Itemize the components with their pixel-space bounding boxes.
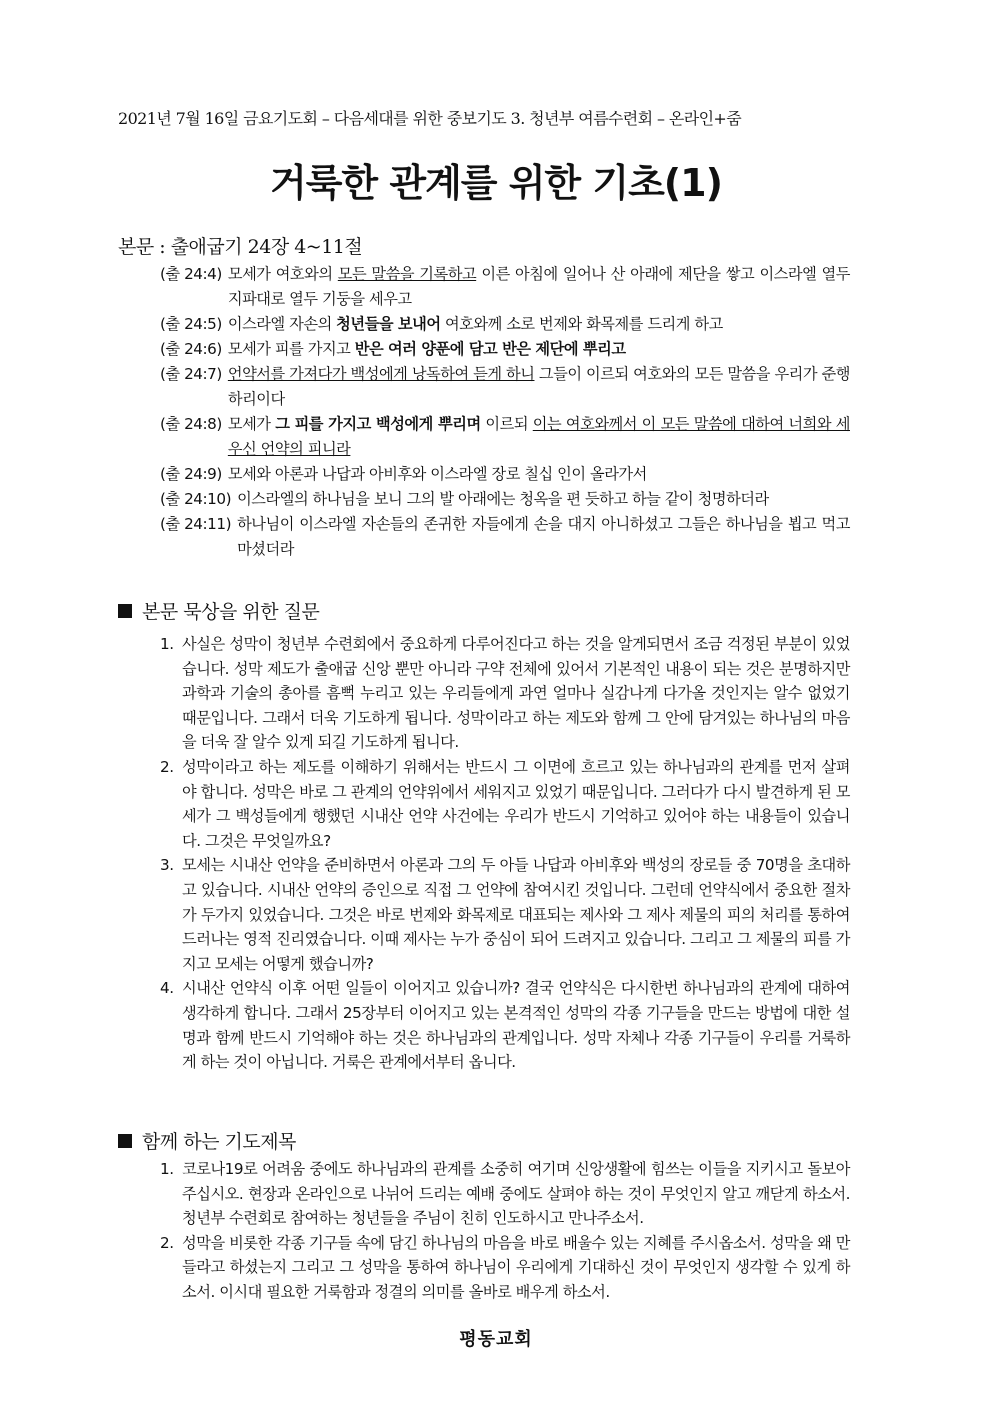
list-item bbox=[160, 1157, 850, 1231]
verse-text-part: 그들이 이르되 여호와의 모든 말씀을 우리가 준행하리이다 bbox=[227, 365, 850, 408]
list-item-number: 1. bbox=[160, 635, 174, 653]
verse-text-part: 이른 아침에 일어나 산 아래에 제단을 쌓고 이스라엘 열두 지파대로 열두 기둥을 세우고 bbox=[227, 265, 850, 308]
verse-text bbox=[237, 487, 850, 512]
square-bullet-icon bbox=[118, 604, 132, 618]
list-item bbox=[160, 1231, 850, 1305]
verse-text-part: 하나님이 이스라엘 자손들의 존귀한 자들에게 손을 대지 아니하셨고 그들은 하나님을 뵙고 먹고 마셨더라 bbox=[237, 515, 850, 558]
list-item-text: 코로나19로 어려움 중에도 하나님과의 관계를 소중히 여기며 신앙생활에 힘쓰는 이들을 지키시고 돌보아 주십시오. 현장과 온라인으로 나뉘어 드리는 예배 중에도 살펴야 하는 것이 무엇인지 알고 깨닫게 하소서. 청년부 수련회로 참여하는 청년들을 주님이 친히 인도하시고 만나주소서. bbox=[182, 1160, 850, 1228]
list-item-number: 2. bbox=[160, 1233, 174, 1252]
verse-item bbox=[160, 262, 850, 312]
verse-text bbox=[228, 362, 850, 412]
verse-text-part: 모세가 bbox=[227, 415, 276, 433]
verse-reference: (출 24:10) bbox=[160, 490, 232, 508]
question-list bbox=[160, 632, 850, 1075]
verse-reference: (출 24:11) bbox=[160, 515, 232, 533]
verse-text-part: 모세가 피를 가지고 bbox=[227, 340, 355, 358]
list-item-text: 성막을 비롯한 각종 기구들 속에 담긴 하나님의 마음을 바로 배울수 있는 지혜를 주시옵소서. 성막을 왜 만들라고 하셨는지 그리고 그 성막을 통하여 하나님이 우리에게 기대하신 것이 무엇인지 생각할 수 있게 하소서. 이시대 필요한 거룩함과 정결의 의미를 올바로 배우게 하소서. bbox=[182, 1233, 850, 1301]
section-heading-questions bbox=[118, 597, 319, 624]
verse-text bbox=[228, 412, 850, 462]
verse-item bbox=[160, 512, 850, 562]
verse-item bbox=[160, 312, 850, 337]
list-item-number: 3. bbox=[160, 856, 174, 875]
church-name: 평동교회 bbox=[459, 1329, 533, 1350]
list-item-number: 4. bbox=[160, 979, 174, 998]
square-bullet-icon bbox=[118, 1134, 132, 1148]
underlined-text: 언약서를 가져다가 백성에게 낭독하여 듣게 하니 bbox=[227, 365, 535, 383]
list-item-number: 1. bbox=[160, 1160, 174, 1178]
bold-text: 반은 여러 양푼에 담고 반은 제단에 뿌리고 bbox=[354, 340, 626, 358]
document-title: 거룩한 관계를 위한 기초(1) bbox=[270, 161, 722, 205]
verse-reference: (출 24:7) bbox=[160, 365, 222, 383]
bold-text: 청년들을 보내어 bbox=[336, 315, 441, 333]
underlined-text: 모든 말씀을 기록하고 bbox=[337, 265, 477, 283]
verse-reference: (출 24:5) bbox=[160, 315, 222, 333]
verse-text bbox=[228, 312, 850, 337]
list-item bbox=[160, 632, 850, 755]
verse-text-part: 여호와께 소로 번제와 화목제를 드리게 하고 bbox=[440, 315, 723, 333]
bold-text: 그 피를 가지고 백성에게 뿌리며 bbox=[275, 415, 481, 433]
verse-reference: (출 24:6) bbox=[160, 340, 222, 358]
verse-text bbox=[228, 262, 850, 312]
verse-item bbox=[160, 487, 850, 512]
list-item-text: 모세는 시내산 언약을 준비하면서 아론과 그의 두 아들 나답과 아비후와 백성의 장로들 중 70명을 초대하고 있습니다. 시내산 언약의 증인으로 직접 그 언약에 참여시킨 것입니다. 그런데 언약식에서 중요한 절차가 두가지 있었습니다. 그것은 바로 번제와 화목제로 대표되는 제사와 그 제사 제물의 피의 처리를 통하여 드러나는 영적 진리였습니다. 이때 제사는 누가 중심이 되어 드려지고 있습니다. 그리고 그 제물의 피를 가지고 모세는 어떻게 했습니까? bbox=[182, 856, 850, 973]
list-item bbox=[160, 853, 850, 976]
underlined-text: 이는 여호와께서 이 모든 말씀에 대하여 너희와 세우신 언약의 피니라 bbox=[227, 415, 850, 458]
verse-text bbox=[237, 512, 850, 562]
verse-item bbox=[160, 412, 850, 462]
verse-text-part: 모세가 여호와의 bbox=[227, 265, 338, 283]
verse-text bbox=[228, 337, 850, 362]
list-item bbox=[160, 976, 850, 1074]
section-heading-text: 함께 하는 기도제목 bbox=[142, 1131, 296, 1153]
passage-reference: 본문 : 출애굽기 24장 4~11절 bbox=[118, 236, 363, 258]
list-item bbox=[160, 755, 850, 853]
list-item-text: 사실은 성막이 청년부 수련회에서 중요하게 다루어진다고 하는 것을 알게되면서 조금 걱정된 부분이 있었습니다. 성막 제도가 출애굽 신앙 뿐만 아니라 구약 전체에 있어서 기본적인 내용이 되는 것은 분명하지만 과학과 기술의 총아를 흠뻑 누리고 있는 우리들에게 과연 얼마나 실감나게 다가올 것인지는 알수 없었기 때문입니다. 그래서 더욱 기도하게 됩니다. 성막이라고 하는 제도와 함께 그 안에 담겨있는 하나님의 마음을 더욱 잘 알수 있게 되길 기도하게 됩니다. bbox=[182, 635, 850, 752]
verse-reference: (출 24:9) bbox=[160, 465, 222, 483]
list-item-text: 성막이라고 하는 제도를 이해하기 위해서는 반드시 그 이면에 흐르고 있는 하나님과의 관계를 먼저 살펴야 합니다. 성막은 바로 그 관계의 언약위에서 세워지고 있었기 때문입니다. 그러다가 다시 발견하게 된 모세가 그 백성들에게 행했던 시내산 언약 사건에는 우리가 반드시 기억하고 있어야 하는 내용들이 있습니다. 그것은 무엇일까요? bbox=[182, 757, 850, 850]
verse-reference: (출 24:4) bbox=[160, 265, 222, 283]
verse-item bbox=[160, 362, 850, 412]
verse-list bbox=[160, 262, 850, 562]
verse-text-part: 이르되 bbox=[480, 415, 533, 433]
verse-text bbox=[228, 462, 850, 487]
verse-text-part: 이스라엘 자손의 bbox=[227, 315, 337, 333]
list-item-number: 2. bbox=[160, 757, 174, 776]
verse-reference: (출 24:8) bbox=[160, 415, 222, 433]
verse-text-part: 이스라엘의 하나님을 보니 그의 발 아래에는 청옥을 편 듯하고 하늘 같이 청명하더라 bbox=[237, 490, 769, 508]
verse-text-part: 모세와 아론과 나답과 아비후와 이스라엘 장로 칠십 인이 올라가서 bbox=[227, 465, 647, 483]
verse-item bbox=[160, 462, 850, 487]
verse-item bbox=[160, 337, 850, 362]
list-item-text: 시내산 언약식 이후 어떤 일들이 이어지고 있습니까? 결국 언약식은 다시한번 하나님과의 관계에 대하여 생각하게 합니다. 그래서 25장부터 이어지고 있는 본격적인 성막의 각종 기구들을 만드는 방법에 대한 설명과 함께 반드시 기억해야 하는 것은 하나님과의 관계입니다. 성막 자체나 각종 기구들이 우리를 거룩하게 하는 것이 아닙니다. 거룩은 관계에서부터 옵니다. bbox=[182, 979, 850, 1072]
prayer-list bbox=[160, 1157, 850, 1305]
document-header: 2021년 7월 16일 금요기도회 – 다음세대를 위한 중보기도 3. 청년부 여름수련회 – 온라인+줌 bbox=[118, 109, 742, 128]
section-heading-prayer bbox=[118, 1127, 296, 1154]
section-heading-text: 본문 묵상을 위한 질문 bbox=[142, 601, 320, 623]
